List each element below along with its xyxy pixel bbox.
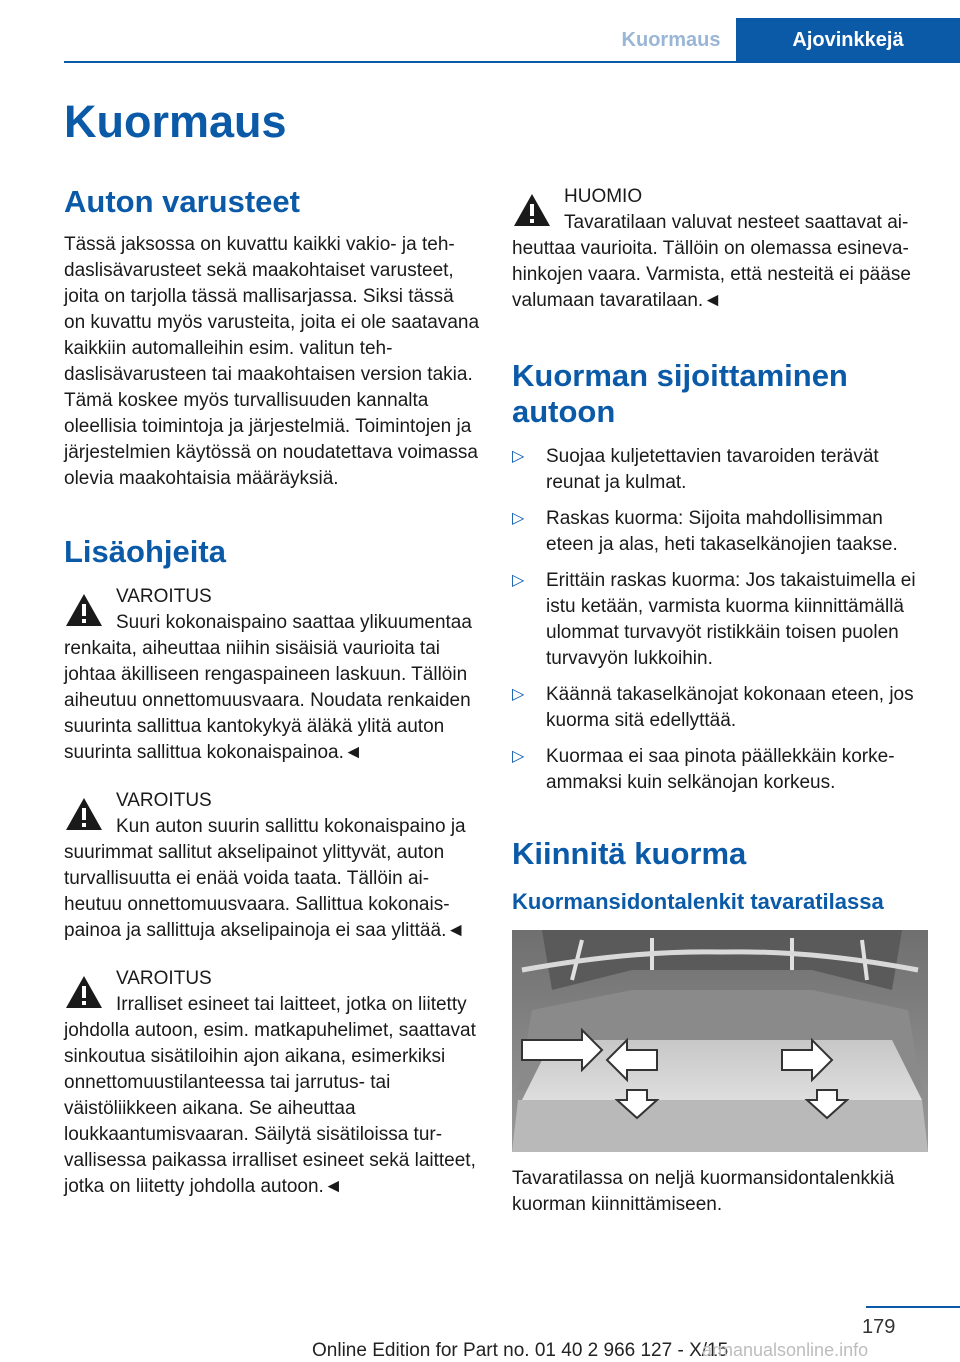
- warning-block-2: [64, 788, 480, 944]
- warning-label: VAROITUS: [116, 968, 212, 989]
- notice-block: [512, 184, 928, 314]
- loading-tips-list: [512, 444, 928, 796]
- section-heading-auton-varusteet: Auton varusteet: [64, 184, 300, 219]
- section-heading-lisaohjeita: Lisäohjeita: [64, 534, 226, 569]
- page-number: 179: [862, 1316, 896, 1338]
- triangle-bullet-icon: ▷: [512, 686, 525, 703]
- edition-note: Online Edition for Part no. 01 40 2 966 127 - X/15: [312, 1340, 729, 1361]
- list-item: ▷ Erittäin raskas kuorma: Jos takaistuimella ei istu ketään, varmista kuorma kiinnittämällä ulommat turvavyöt ristikkäin toisen puolen turvavyön lukkoihin.: [512, 570, 916, 669]
- list-item: ▷ Kuormaa ei saa pinota päällekkäin korkeammaksi kuin selkänojan korkeus.: [512, 746, 895, 793]
- warning-block-3: [64, 966, 480, 1200]
- page-header: [0, 0, 960, 62]
- warning-icon: [64, 592, 104, 628]
- warning-icon: [64, 796, 104, 832]
- warning-text: Kun auton suurin sallittu kokonaispaino ja suurimmat sallitut akselipainot ylittyvät, auton turvallisuutta ei enää voida taata. Tällöin aiheutuu onnettomuusvaara. Sallittua kokonaispainoa ja sallittuja akselipainoja ei saa ylittää.◄: [64, 816, 466, 941]
- section-heading-kiinnita-kuorma: Kiinnitä kuorma: [512, 836, 747, 871]
- warning-label: VAROITUS: [116, 586, 212, 607]
- list-item: ▷ Suojaa kuljetettavien tavaroiden terävät reunat ja kulmat.: [512, 446, 879, 493]
- footer-rule: [866, 1306, 960, 1308]
- page-title: Kuormaus: [64, 96, 287, 147]
- subheading-kuormansidontalenkit: Kuormansidontalenkit tavaratilassa: [512, 889, 884, 914]
- warning-label: VAROITUS: [116, 790, 212, 811]
- triangle-bullet-icon: ▷: [512, 572, 525, 589]
- trunk-lashing-eyes-photo: [512, 930, 928, 1152]
- notice-text: Tavaratilaan valuvat nesteet saattavat aiheuttaa vaurioita. Tällöin on olemassa esinevahinkojen vaara. Varmista, että nesteitä ei pääse valumaan tavaratilaan.◄: [512, 212, 911, 311]
- warning-icon: [64, 974, 104, 1010]
- section-heading-kuorman-sijoittaminen: Kuorman sijoittaminen autoon: [512, 358, 848, 429]
- triangle-bullet-icon: ▷: [512, 748, 525, 765]
- warning-block-1: [64, 584, 480, 766]
- list-item: ▷ Raskas kuorma: Sijoita mahdollisimman eteen ja alas, heti takaselkänojien taakse.: [512, 508, 898, 555]
- photo-caption: Tavaratilassa on neljä kuormansidontalenkkiä kuorman kiinnittämiseen.: [512, 1168, 895, 1215]
- header-tab-kuormaus[interactable]: Kuormaus: [621, 28, 721, 51]
- header-tab-ajovinkkeja[interactable]: Ajovinkkejä: [736, 18, 960, 62]
- warning-icon: [512, 192, 552, 228]
- left-column: [64, 184, 480, 1200]
- triangle-bullet-icon: ▷: [512, 448, 525, 465]
- right-column: [512, 184, 928, 1218]
- notice-label: HUOMIO: [564, 186, 643, 207]
- list-item: ▷ Käännä takaselkänojat kokonaan eteen, jos kuorma sitä edellyttää.: [512, 684, 914, 731]
- warning-text: Irralliset esineet tai laitteet, jotka on liitetty johdolla autoon, esim. matkapuhelimet, saattavat sinkoutua sisätiloihin ajon aikana, esimerkiksi onnettomuustilanteessa tai jarrutus- tai väistöliikkeen aikana. Se aiheuttaa loukkaantumisvaaran. Säilytä sisätiloissa turvallisessa paikassa irralliset esineet sekä laitteet, jotka on liitetty johdolla autoon.◄: [64, 994, 476, 1197]
- section-body-auton-varusteet: Tässä jaksossa on kuvattu kaikki vakio- ja tehdaslisävarusteet sekä maakohtaiset varusteet, joita on tarjolla tässä mallisarjassa. Siksi tässä on kuvattu myös varusteita, joita ei ole saatavana kaikkiin automalleihin esim. valitun tehdaslisävarusteen tai maakohtaisen version takia. Tämä koskee myös turvallisuuden kannalta oleellisia toimintoja ja järjestelmiä. Toimintojen ja järjestelmien käytössä on noudatettava voimassa olevia maakohtaisia määräyksiä.: [64, 234, 480, 489]
- triangle-bullet-icon: ▷: [512, 510, 525, 527]
- watermark: armanualsonline.info: [702, 1340, 869, 1360]
- header-rule: [64, 61, 960, 63]
- warning-text: Suuri kokonaispaino saattaa ylikuumentaa renkaita, aiheuttaa niihin sisäisiä vaurioita tai johtaa äkilliseen rengaspaineen laskuun. Tällöin aiheutuu onnettomuusvaara. Noudata renkaiden suurinta sallittua kantokykyä äläkä ylitä auton suurinta sallittua kokonaispainoa.◄: [64, 612, 472, 763]
